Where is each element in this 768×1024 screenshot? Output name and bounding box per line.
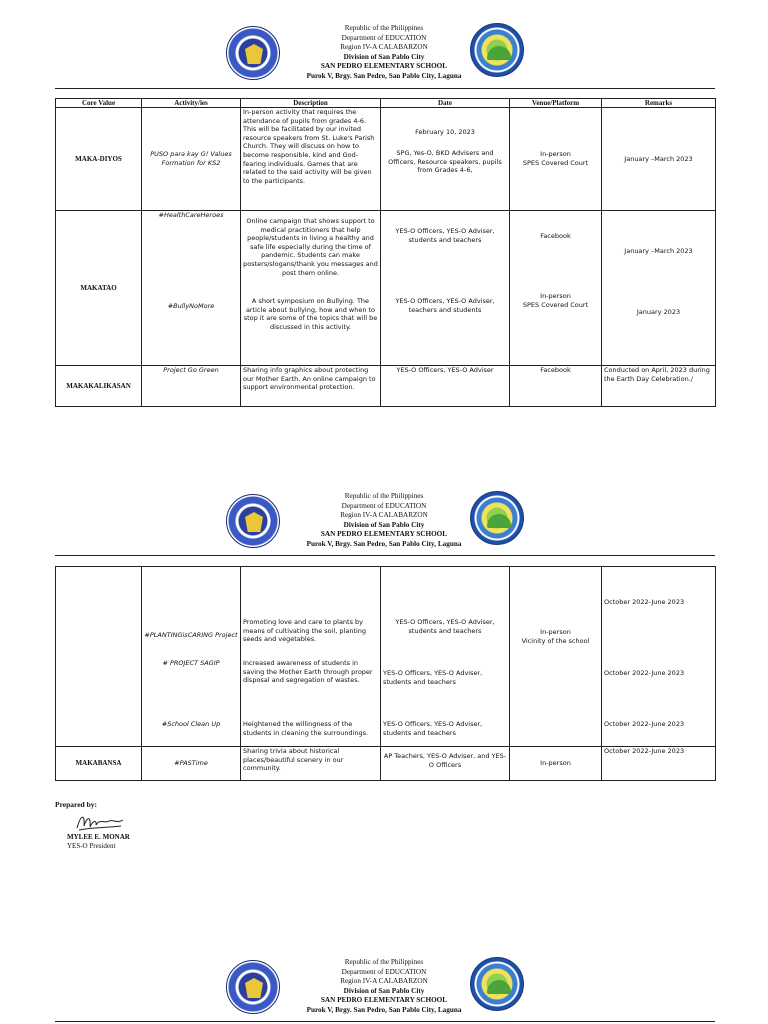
header-date: Date — [381, 99, 510, 108]
participants-text: SPG, Yes-O, BKD Advisers and Officers, Resource speakers, pupils from Grades 4-6, — [388, 149, 502, 175]
activity-text: #BullyNoMore — [167, 302, 215, 310]
remarks-text: January –March 2023 — [624, 247, 693, 255]
participants-text: YES-O Officers, YES-O Adviser, students and teachers — [383, 669, 483, 686]
letterhead-rule — [55, 1021, 715, 1022]
venue-cell — [510, 567, 602, 747]
remarks-cell: Conducted on April, 2023 during the Earth Day Celebration./ — [602, 366, 716, 407]
table-row — [56, 366, 716, 407]
venue-cell: Facebook — [510, 366, 602, 407]
venue-cell: In-person SPES Covered Court — [510, 108, 602, 211]
participants-text: YES-O Officers, YES-O Adviser, students and teachers — [395, 227, 495, 244]
table-header-row — [56, 99, 716, 108]
prepared-by-label: Prepared by: — [55, 800, 98, 809]
venue-text: In-person Vicinity of the school — [521, 628, 590, 645]
republic-line: Republic of the Philippines — [344, 958, 424, 966]
header-core-value: Core Value — [56, 99, 142, 108]
activities-table-page-2 — [55, 566, 716, 781]
address-line: Purok V, Brgy. San Pedro, San Pablo City, Laguna — [306, 539, 462, 548]
activity-text: #HealthCareHeroes — [158, 211, 224, 219]
participants-cell — [381, 211, 510, 366]
core-value-cell: MAKA-DIYOS — [56, 108, 142, 211]
date-cell — [381, 108, 510, 211]
activity-text: #School Clean Up — [161, 720, 221, 728]
address-line: Purok V, Brgy. San Pedro, San Pablo City, Laguna — [306, 1005, 462, 1014]
remarks-text: January 2023 — [636, 308, 681, 316]
region-line: Region IV-A CALABARZON — [340, 977, 428, 986]
letterhead-text — [0, 24, 768, 82]
venue-text: In-person SPES Covered Court — [522, 292, 589, 309]
remarks-cell: January –March 2023 — [602, 108, 716, 211]
letterhead-rule — [55, 555, 715, 556]
participants-text: YES-O Officers, YES-O Adviser, teachers and students — [395, 297, 495, 314]
header-venue: Venue/Platform — [510, 99, 602, 108]
school-line: SAN PEDRO ELEMENTARY SCHOOL — [320, 530, 448, 539]
header-remarks: Remarks — [602, 99, 716, 108]
description-text: Online campaign that shows support to medical practitioners that help people/students in living a healthy and safe life especially during the time of pandemic. Students can make posters/slogans/thank you messages and post them online. — [243, 217, 378, 277]
remarks-text: October 2022-June 2023 — [604, 669, 685, 677]
core-value-cell: MAKATAO — [56, 211, 142, 366]
remarks-cell — [602, 211, 716, 366]
signature-block — [55, 800, 130, 850]
description-cell — [241, 211, 381, 366]
participants-cell — [381, 567, 510, 747]
description-cell — [241, 567, 381, 747]
activity-cell — [142, 211, 241, 366]
description-text: Promoting love and care to plants by means of cultivating the soil, planting seeds and vegetables. — [243, 618, 367, 644]
signature-scribble-icon — [75, 810, 125, 834]
letterhead-text — [0, 958, 768, 1016]
republic-line: Republic of the Philippines — [344, 24, 424, 32]
department-line: Department of EDUCATION — [341, 33, 427, 42]
core-value-cell: MAKAKALIKASAN — [56, 366, 142, 407]
participants-cell: YES-O Officers, YES-O Adviser — [381, 366, 510, 407]
address-line: Purok V, Brgy. San Pedro, San Pablo City, Laguna — [306, 71, 462, 80]
letterhead-page-2 — [0, 490, 768, 560]
division-line: Division of San Pablo City — [343, 52, 425, 61]
date-text: February 10, 2023 — [415, 128, 475, 136]
letterhead-page-1 — [0, 22, 768, 92]
venue-cell: In-person — [510, 747, 602, 781]
region-line: Region IV-A CALABARZON — [340, 43, 428, 52]
description-cell: In-person activity that requires the attendance of pupils from grades 4-6. This will be facilitated by our invited resource speakers from St. Luke's Parish Church. They will discuss on how to become responsible, kind and God-fearing individuals. Games that are related to the said activity will be given to the participants. — [241, 108, 381, 211]
activity-text: #PLANTINGisCARING Project — [144, 631, 238, 639]
signatory-position: YES-O President — [67, 842, 116, 850]
description-text: Increased awareness of students in saving the Mother Earth through proper disposal and segregation of wastes. — [243, 659, 373, 685]
school-line: SAN PEDRO ELEMENTARY SCHOOL — [320, 62, 448, 71]
participants-text: YES-O Officers, YES-O Adviser, students and teachers — [395, 618, 495, 635]
activity-cell: Project Go Green — [142, 366, 241, 407]
description-text: A short symposium on Bullying. The article about bullying, how and when to stop it are some of the topics that will be discussed in this activity. — [243, 297, 378, 331]
division-line: Division of San Pablo City — [343, 520, 425, 529]
remarks-text: October 2022-June 2023 — [604, 598, 685, 606]
division-line: Division of San Pablo City — [343, 986, 425, 995]
description-cell: Sharing info graphics about protecting our Mother Earth. An online campaign to support environmental protection. — [241, 366, 381, 407]
description-text: Heightened the willingness of the students in cleaning the surroundings. — [243, 720, 369, 737]
header-activity: Activity/ies — [142, 99, 241, 108]
table-row — [56, 108, 716, 211]
header-description: Description — [241, 99, 381, 108]
department-line: Department of EDUCATION — [341, 501, 427, 510]
region-line: Region IV-A CALABARZON — [340, 511, 428, 520]
signatory-name: MYLEE E. MONAR — [67, 833, 130, 841]
venue-cell — [510, 211, 602, 366]
letterhead-page-3 — [0, 956, 768, 1024]
activity-cell: PUSO para kay G! Values Formation for KS2 — [142, 108, 241, 211]
school-line: SAN PEDRO ELEMENTARY SCHOOL — [320, 996, 448, 1005]
participants-cell: AP Teachers, YES-O Adviser, and YES-O Officers — [381, 747, 510, 781]
table-row — [56, 747, 716, 781]
department-line: Department of EDUCATION — [341, 967, 427, 976]
remarks-text: October 2022-June 2023 — [604, 720, 685, 728]
table-row — [56, 211, 716, 366]
table-row — [56, 567, 716, 747]
core-value-cell — [56, 567, 142, 747]
republic-line: Republic of the Philippines — [344, 492, 424, 500]
core-value-cell: MAKABANSA — [56, 747, 142, 781]
activity-text: # PROJECT SAGIP — [162, 659, 220, 667]
letterhead-rule — [55, 88, 715, 89]
venue-text: Facebook — [540, 232, 571, 240]
remarks-cell — [602, 567, 716, 747]
participants-text: YES-O Officers, YES-O Adviser, students and teachers — [383, 720, 483, 737]
activity-cell: #PASTime — [142, 747, 241, 781]
activity-cell — [142, 567, 241, 747]
remarks-cell: October 2022-June 2023 — [602, 747, 716, 781]
description-cell: Sharing trivia about historical places/beautiful scenery in our community. — [241, 747, 381, 781]
letterhead-text — [0, 492, 768, 550]
activities-table-page-1 — [55, 98, 716, 407]
